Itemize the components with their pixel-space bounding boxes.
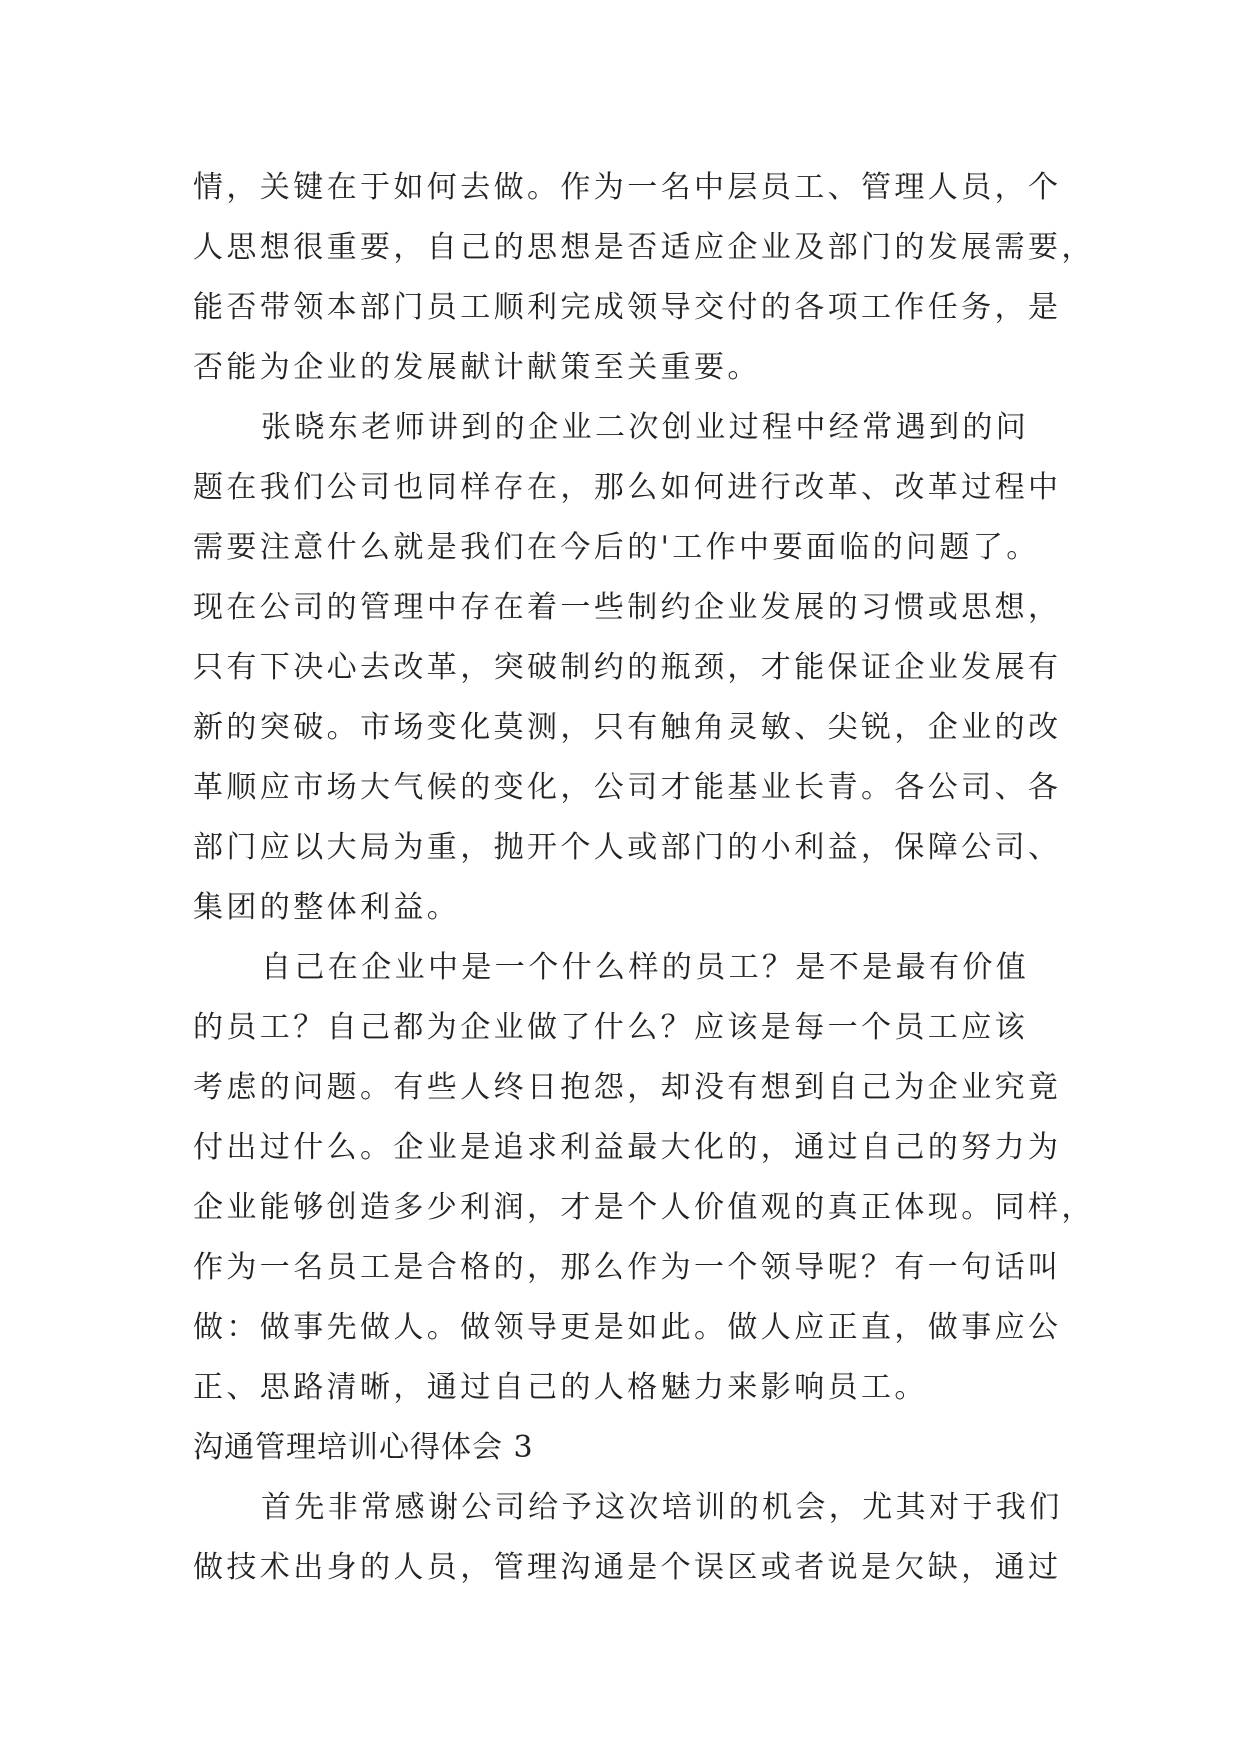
text-line: 付出过什么。企业是追求利益最大化的，通过自己的努力为 [193, 1130, 1062, 1165]
text-line: 考虑的问题。有些人终日抱怨，却没有想到自己为企业究竟 [193, 1070, 1062, 1105]
paragraph-3 [193, 938, 1095, 1418]
text-line: 张晓东老师讲到的企业二次创业过程中经常遇到的问 [261, 410, 1030, 445]
text-line: 企业能够创造多少利润，才是个人价值观的真正体现。同样， [193, 1190, 1095, 1225]
text-line: 部门应以大局为重，抛开个人或部门的小利益，保障公司、 [193, 830, 1062, 865]
text-line: 首先非常感谢公司给予这次培训的机会，尤其对于我们 [261, 1490, 1063, 1525]
text-line: 做：做事先做人。做领导更是如此。做人应正直，做事应公 [193, 1310, 1062, 1345]
section-heading: 沟通管理培训心得体会 3 [193, 1430, 534, 1465]
text-line: 革顺应市场大气候的变化，公司才能基业长青。各公司、各 [193, 770, 1062, 805]
text-line: 题在我们公司也同样存在，那么如何进行改革、改革过程中 [193, 470, 1062, 505]
text-line: 正、思路清晰，通过自己的人格魅力来影响员工。 [193, 1370, 928, 1405]
text-line: 只有下决心去改革，突破制约的瓶颈，才能保证企业发展有 [193, 650, 1062, 685]
document-body [193, 158, 1095, 1598]
text-line: 人思想很重要，自己的思想是否适应企业及部门的发展需要， [193, 230, 1095, 265]
text-line: 情，关键在于如何去做。作为一名中层员工、管理人员，个 [193, 170, 1062, 205]
text-line: 的员工？自己都为企业做了什么？应该是每一个员工应该 [193, 1010, 1028, 1045]
paragraph-1 [193, 158, 1095, 398]
text-line: 自己在企业中是一个什么样的员工？是不是最有价值 [261, 950, 1030, 985]
text-line: 集团的整体利益。 [193, 890, 461, 925]
paragraph-2 [193, 398, 1073, 938]
text-line: 现在公司的管理中存在着一些制约企业发展的习惯或思想， [193, 590, 1062, 625]
text-line: 否能为企业的发展献计献策至关重要。 [193, 350, 761, 385]
text-line: 新的突破。市场变化莫测，只有触角灵敏、尖锐，企业的改 [193, 710, 1062, 745]
text-line: 需要注意什么就是我们在今后的'工作中要面临的问题了。 [193, 530, 1040, 565]
text-line: 能否带领本部门员工顺利完成领导交付的各项工作任务，是 [193, 290, 1062, 325]
paragraph-4 [193, 1478, 1073, 1598]
text-line: 做技术出身的人员，管理沟通是个误区或者说是欠缺，通过 [193, 1550, 1062, 1585]
text-line: 作为一名员工是合格的，那么作为一个领导呢？有一句话叫 [193, 1250, 1062, 1285]
